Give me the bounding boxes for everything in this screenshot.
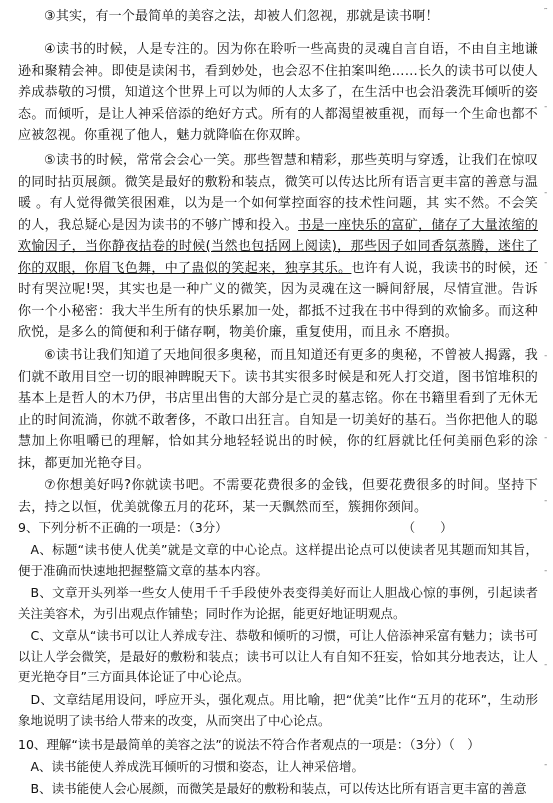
paragraph-5-text-b: 也许有人说，我读书的时候，还时有哭泣呢!哭，其实也是一种广义的微笑，因为灵魂在这一瞬间舒展，尽情宣泄。告诉你一个小秘密：我大半生所有的快乐累加一处，都抵不过我在书中得到的欢愉多。而这种欣悦，是多么的简便和利于储存啊，物美价廉，重复使用，而且永 不磨损。 <box>18 260 538 340</box>
margin-mark: - <box>543 351 549 361</box>
question-9-option-b: B、文章开头列举一些女人使用千千手段使外表变得美好而让人胆战心惊的事例，引起读者关注美容术，为引出观点作铺垫；同时作为论据，能更好地证明观点。 <box>18 585 538 621</box>
question-10: 10、理解“读书是最简单的美容之法”的说法不符合作者观点的一项是：（3分）（ ） <box>18 737 480 752</box>
paragraph-5 <box>18 150 538 344</box>
margin-mark: - <box>543 496 549 506</box>
question-9-option-a: A、标题“读书使人优美”就是文章的中心论点。这样提出论点可以使读者见其题而知其旨，便于准确而快速地把握整篇文章的基本内容。 <box>18 542 538 578</box>
paragraph-5-text-a: ⑤读书的时候，常常会会心一笑。那些智慧和精彩，那些英明与穿透，让我们在惊叹的同时拈页展颜。微笑是最好的敷粉和装点，微笑可以传达比所有语言更丰富的善意与温暖 。有人觉得微笑很困难，以为是一个如何掌控面容的技术性问题，其 实不然。不会笑的人，我总疑心是因为读书的不够广博和投入。 <box>18 153 538 233</box>
margin-mark: ˜ <box>543 8 549 18</box>
paragraph-5-underlined-sentence: 书是一座快乐的富矿，储存了大量浓缩的欢愉因子，当你静夜拈卷的时候(当然也包括网上阅读)，那些因子如同香氛蒸腾，迷住了你的双眼，你眉飞色舞，中了蛊似的笑起来，独享其乐。 <box>18 217 538 276</box>
question-10-option-b: B、读书能使人会心展颜，而微笑是最好的敷粉和装点，可以传达比所有语言更丰富的善意 <box>30 781 527 796</box>
paragraph-6: ⑥读书让我们知道了天地间很多奥秘，而且知道还有更多的奥秘，不曾被人揭露，我们就不敢用目空一切的眼神睥睨天下。读书其实很多时候是和死人打交道，图书馆堆积的基本上是哲人的木乃伊，书店里出售的大部分是亡灵的墓志铭。你在书籍里看到了无休无止的时间流淌，你就不敢奢侈，不敢口出狂言。自知是一切美好的基石。当你把他人的聪慧加上你咀嚼已的理解，恰如其分地轻轻说出的时候，你的红唇就比任何美丽色彩的涂抹，都更加光艳夺目。 <box>18 348 538 471</box>
margin-mark: - <box>543 102 549 112</box>
paragraph-7: ⑦你想美好吗?你就读书吧。不需要花费很多的金钱，但要花费很多的时间。坚持下去，持之以恒，优美就像五月的花环，某一天飘然而至，簇拥你颈间。 <box>18 478 538 515</box>
question-10-option-a: A、读书能使人养成洗耳倾听的习惯和姿态，让人神采倍增。 <box>30 759 365 774</box>
margin-mark: - <box>543 188 549 198</box>
question-9: 9、下列分析不正确的一项是：（3分） （ ） <box>18 520 453 535</box>
margin-mark: - <box>543 566 549 576</box>
question-9-option-c: C、文章从“读书可以让人养成专注、恭敬和倾听的习惯，可让人倍添神采富有魅力；读书可以让人学会微笑，是最好的敷粉和装点；读书可以让人有自知不狂妄，恰如其分地表达，让人更光艳夺目”三方面具体论证了中心论点。 <box>18 628 538 684</box>
margin-mark: - <box>543 433 549 443</box>
paragraph-3: ③其实，有一个最简单的美容之法，却被人们忽视，那就是读书啊！ <box>44 9 439 24</box>
question-9-option-d: D、文章结尾用设问，呼应开头，强化观点。用比喻，把“优美”比作“五月的花环”，生动形象地说明了读书给人带来的改变，从而突出了中心论点。 <box>18 692 538 728</box>
margin-mark: - <box>543 660 549 670</box>
margin-mark: - <box>543 760 549 770</box>
paragraph-4: ④读书的时候，人是专注的。因为你在聆听一些高贵的灵魂自言自语，不由自主地谦逊和聚精会神。即使是读闲书，看到妙处，也会忍不住拍案叫绝……长久的读书可以使人养成恭敬的习惯，知道这个世界上可以为师的人太多了，在生活中也会沿袭洗耳倾听的姿态。而倾听，是让人神采倍添的绝好方式。所有的人都渴望被重视，而每一个生命也都不应被忽视。你重视了他人，魅力就降临在你双眸。 <box>18 42 538 143</box>
margin-mark: - <box>543 258 549 268</box>
